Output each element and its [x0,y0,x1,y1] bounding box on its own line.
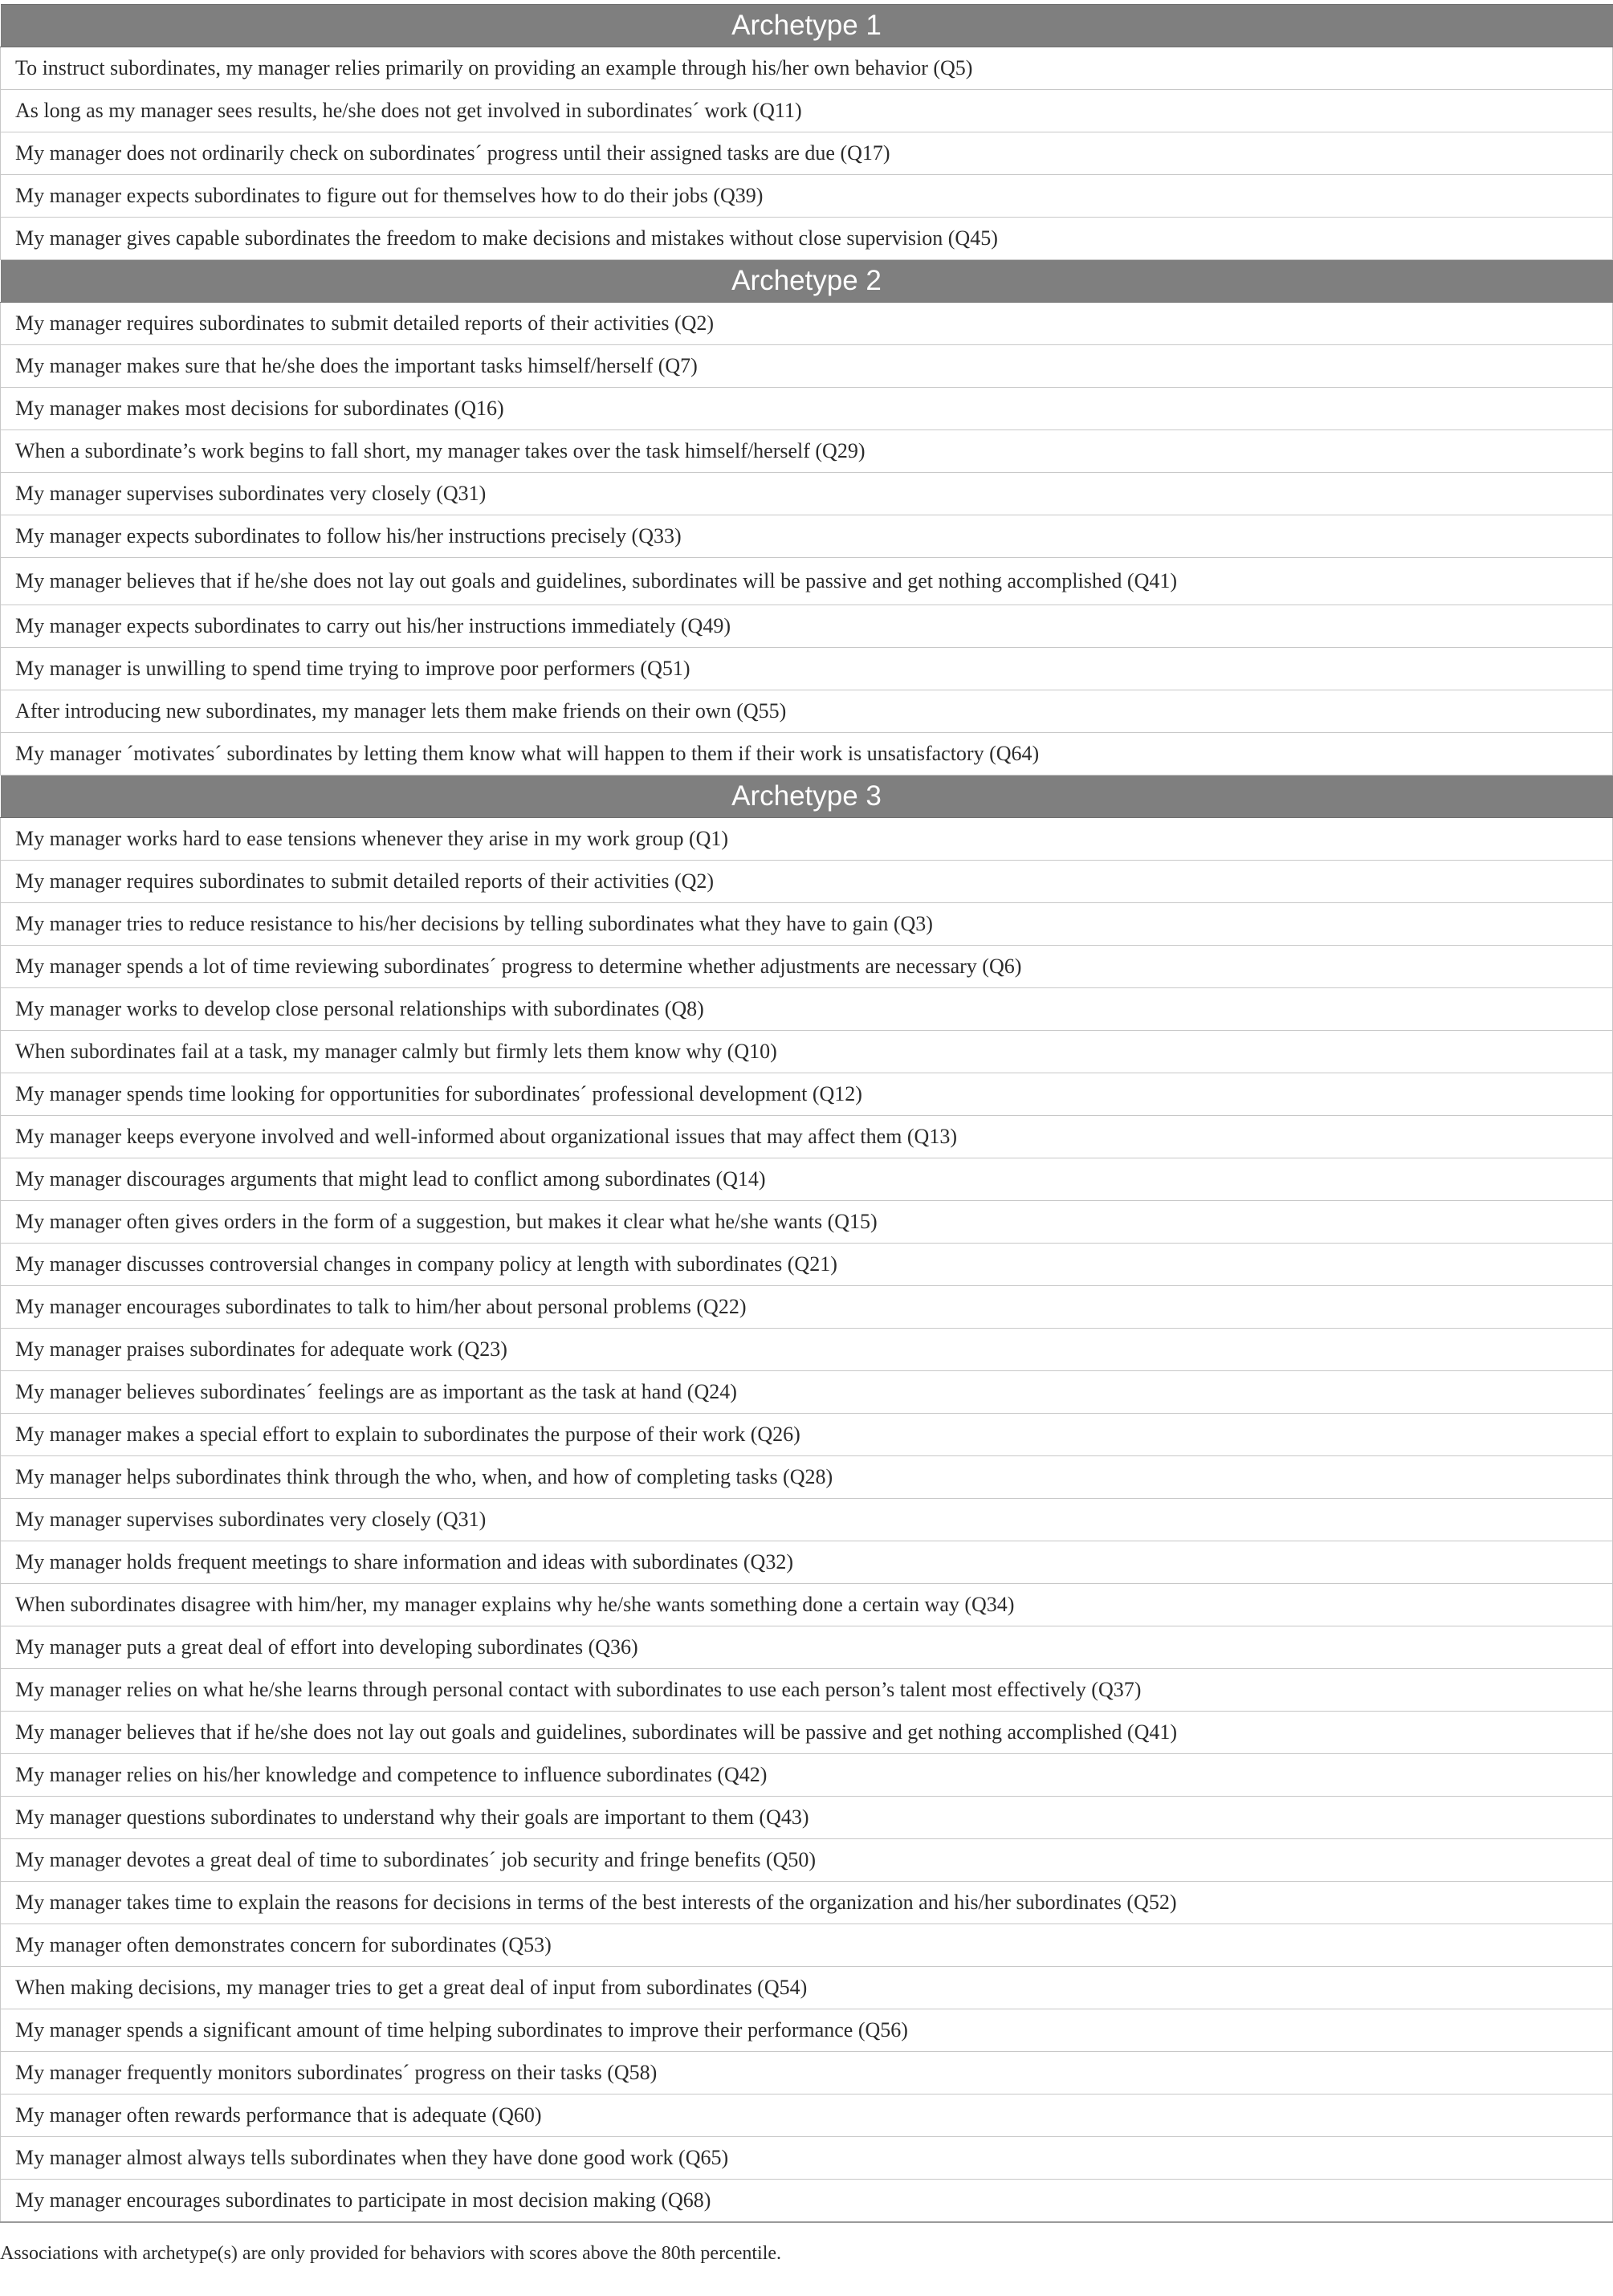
behavior-item: My manager makes sure that he/she does the important tasks himself/herself (Q7) [1,345,1613,388]
behavior-item: My manager spends a significant amount of time helping subordinates to improve their performance (Q56) [1,2009,1613,2052]
section-header-archetype-2 [1,260,1613,303]
behavior-item: My manager believes subordinates´ feelings are as important as the task at hand (Q24) [1,1371,1613,1414]
section-title: Archetype 2 [1,260,1613,303]
behavior-item: My manager questions subordinates to understand why their goals are important to them (Q43) [1,1797,1613,1839]
behavior-item: My manager spends time looking for opportunities for subordinates´ professional development (Q12) [1,1073,1613,1116]
behavior-item: My manager expects subordinates to carry out his/her instructions immediately (Q49) [1,605,1613,648]
table-row [1,1244,1613,1286]
section-header-archetype-3 [1,776,1613,818]
table-row [1,430,1613,473]
table-row [1,515,1613,558]
behavior-item: My manager works hard to ease tensions whenever they arise in my work group (Q1) [1,818,1613,861]
behavior-item: When a subordinate’s work begins to fall short, my manager takes over the task himself/herself (Q29) [1,430,1613,473]
behavior-item: When subordinates fail at a task, my manager calmly but firmly lets them know why (Q10) [1,1031,1613,1073]
table-row [1,1626,1613,1669]
table-row [1,1286,1613,1329]
behavior-item: My manager does not ordinarily check on subordinates´ progress until their assigned tasks are due (Q17) [1,132,1613,175]
behavior-item: My manager expects subordinates to figure out for themselves how to do their jobs (Q39) [1,175,1613,218]
table-row [1,1584,1613,1626]
behavior-item: My manager devotes a great deal of time to subordinates´ job security and fringe benefits (Q50) [1,1839,1613,1882]
behavior-item: My manager helps subordinates think through the who, when, and how of completing tasks (Q28) [1,1456,1613,1499]
behavior-item: My manager believes that if he/she does not lay out goals and guidelines, subordinates will be passive and get nothing accomplished (Q41) [1,558,1613,605]
behavior-item: My manager ´motivates´ subordinates by letting them know what will happen to them if their work is unsatisfactory (Q64) [1,733,1613,776]
behavior-item: My manager is unwilling to spend time trying to improve poor performers (Q51) [1,648,1613,690]
behavior-item: My manager encourages subordinates to participate in most decision making (Q68) [1,2180,1613,2223]
behavior-item: As long as my manager sees results, he/she does not get involved in subordinates´ work (Q11) [1,90,1613,132]
table-row [1,648,1613,690]
table-row [1,733,1613,776]
behavior-item: To instruct subordinates, my manager relies primarily on providing an example through his/her own behavior (Q5) [1,47,1613,90]
table-row [1,1839,1613,1882]
table-row [1,1499,1613,1541]
table-row [1,2137,1613,2180]
behavior-item: My manager tries to reduce resistance to his/her decisions by telling subordinates what they have to gain (Q3) [1,903,1613,946]
table-row [1,175,1613,218]
table-row [1,1967,1613,2009]
behavior-item: My manager makes a special effort to explain to subordinates the purpose of their work (Q26) [1,1414,1613,1456]
behavior-item: My manager discusses controversial changes in company policy at length with subordinates (Q21) [1,1244,1613,1286]
table-row [1,1116,1613,1158]
behavior-item: My manager supervises subordinates very closely (Q31) [1,473,1613,515]
table-footnote: Associations with archetype(s) are only provided for behaviors with scores above the 80th percentile. [0,2243,782,2264]
behavior-item: My manager puts a great deal of effort into developing subordinates (Q36) [1,1626,1613,1669]
archetype-table-body [1,5,1613,2223]
table-row [1,303,1613,345]
table-row [1,218,1613,260]
table-row [1,2094,1613,2137]
table-row [1,558,1613,605]
table-row [1,605,1613,648]
section-title: Archetype 1 [1,5,1613,47]
behavior-item: When making decisions, my manager tries to get a great deal of input from subordinates (Q54) [1,1967,1613,2009]
table-row [1,1158,1613,1201]
table-row [1,1371,1613,1414]
behavior-item: My manager frequently monitors subordinates´ progress on their tasks (Q58) [1,2052,1613,2094]
archetype-table [0,4,1613,2223]
behavior-item: My manager often gives orders in the form of a suggestion, but makes it clear what he/she wants (Q15) [1,1201,1613,1244]
behavior-item: My manager praises subordinates for adequate work (Q23) [1,1329,1613,1371]
table-row [1,388,1613,430]
table-row [1,1754,1613,1797]
section-header-archetype-1 [1,5,1613,47]
table-row [1,47,1613,90]
behavior-item: My manager works to develop close personal relationships with subordinates (Q8) [1,988,1613,1031]
table-row [1,1329,1613,1371]
table-row [1,90,1613,132]
table-row [1,1797,1613,1839]
behavior-item: My manager often rewards performance that is adequate (Q60) [1,2094,1613,2137]
table-row [1,2180,1613,2223]
table-row [1,1456,1613,1499]
table-row [1,988,1613,1031]
behavior-item: My manager holds frequent meetings to share information and ideas with subordinates (Q32) [1,1541,1613,1584]
behavior-item: My manager keeps everyone involved and well-informed about organizational issues that may affect them (Q13) [1,1116,1613,1158]
table-row [1,1924,1613,1967]
table-row [1,1669,1613,1712]
table-row [1,903,1613,946]
behavior-item: My manager spends a lot of time reviewing subordinates´ progress to determine whether adjustments are necessary (Q6) [1,946,1613,988]
behavior-item: My manager believes that if he/she does not lay out goals and guidelines, subordinates will be passive and get nothing accomplished (Q41) [1,1712,1613,1754]
behavior-item: My manager expects subordinates to follow his/her instructions precisely (Q33) [1,515,1613,558]
behavior-item: My manager almost always tells subordinates when they have done good work (Q65) [1,2137,1613,2180]
behavior-item: My manager relies on his/her knowledge and competence to influence subordinates (Q42) [1,1754,1613,1797]
table-row [1,1882,1613,1924]
behavior-item: My manager requires subordinates to submit detailed reports of their activities (Q2) [1,303,1613,345]
table-row [1,1541,1613,1584]
table-row [1,690,1613,733]
table-row [1,1201,1613,1244]
behavior-item: My manager takes time to explain the reasons for decisions in terms of the best interests of the organization and his/her subordinates (Q52) [1,1882,1613,1924]
behavior-item: My manager often demonstrates concern for subordinates (Q53) [1,1924,1613,1967]
behavior-item: My manager discourages arguments that might lead to conflict among subordinates (Q14) [1,1158,1613,1201]
behavior-item: My manager supervises subordinates very closely (Q31) [1,1499,1613,1541]
behavior-item: When subordinates disagree with him/her, my manager explains why he/she wants something done a certain way (Q34) [1,1584,1613,1626]
table-row [1,132,1613,175]
section-title: Archetype 3 [1,776,1613,818]
table-row [1,861,1613,903]
table-row [1,1414,1613,1456]
behavior-item: My manager requires subordinates to submit detailed reports of their activities (Q2) [1,861,1613,903]
behavior-item: My manager gives capable subordinates the freedom to make decisions and mistakes without close supervision (Q45) [1,218,1613,260]
archetype-table-container [0,4,1613,2223]
table-row [1,473,1613,515]
table-row [1,2009,1613,2052]
behavior-item: My manager makes most decisions for subordinates (Q16) [1,388,1613,430]
behavior-item: My manager relies on what he/she learns through personal contact with subordinates to use each person’s talent most effectively (Q37) [1,1669,1613,1712]
behavior-item: After introducing new subordinates, my manager lets them make friends on their own (Q55) [1,690,1613,733]
table-row [1,818,1613,861]
table-row [1,1073,1613,1116]
table-row [1,1712,1613,1754]
table-row [1,946,1613,988]
table-row [1,2052,1613,2094]
table-row [1,1031,1613,1073]
table-row [1,345,1613,388]
behavior-item: My manager encourages subordinates to talk to him/her about personal problems (Q22) [1,1286,1613,1329]
